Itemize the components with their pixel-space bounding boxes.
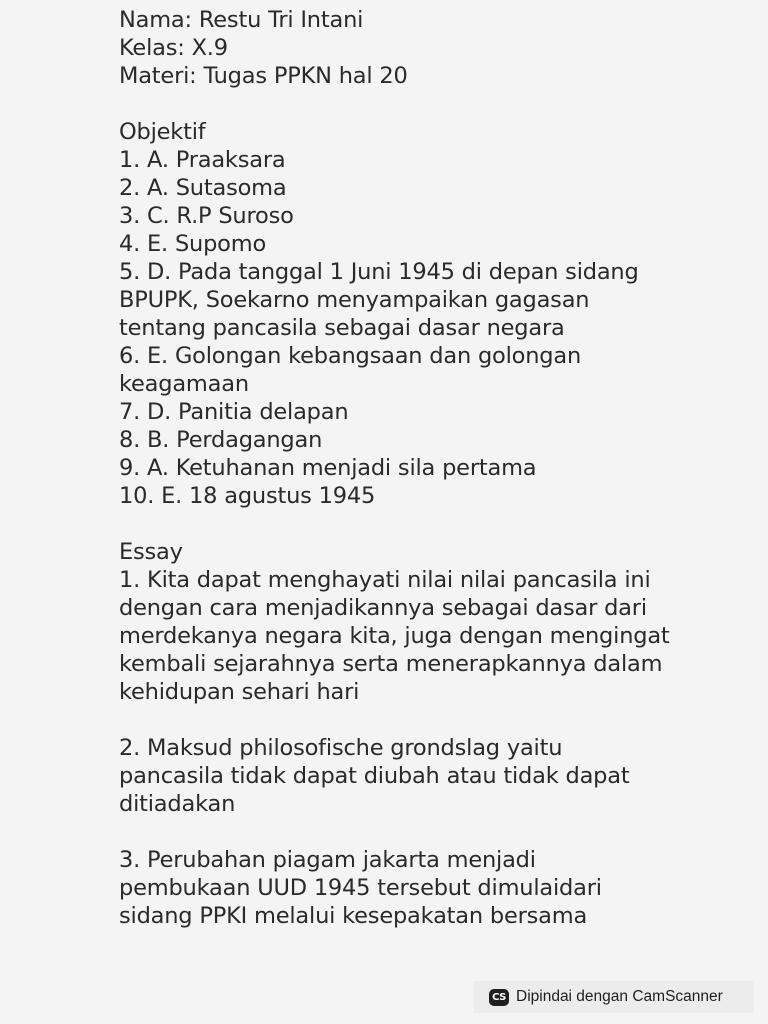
essay-answer-3 [119,846,719,930]
student-class: Kelas: X.9 [119,35,228,61]
essay-heading: Essay [119,539,183,565]
objektif-line: 3. C. R.P Suroso [119,203,294,229]
objektif-line: 9. A. Ketuhanan menjadi sila pertama [119,455,537,481]
essay-line: sidang PPKI melalui kesepakatan bersama [119,903,588,929]
objektif-line: 8. B. Perdagangan [119,427,323,453]
objektif-heading: Objektif [119,119,206,145]
camscanner-logo-icon: CS [489,989,509,1006]
assignment-subject: Materi: Tugas PPKN hal 20 [119,63,408,89]
essay-line: pembukaan UUD 1945 tersebut dimulaidari [119,875,602,901]
essay-line: merdekanya negara kita, juga dengan mengingat [119,623,670,649]
essay-line: pancasila tidak dapat diubah atau tidak dapat [119,763,630,789]
objektif-line: 1. A. Praaksara [119,147,286,173]
essay-answer-1 [119,566,719,706]
student-name: Nama: Restu Tri Intani [119,7,364,33]
objektif-line: 6. E. Golongan kebangsaan dan golongan [119,343,582,369]
camscanner-watermark [474,981,754,1013]
watermark-text: Dipindai dengan CamScanner [516,988,723,1005]
objektif-line: 5. D. Pada tanggal 1 Juni 1945 di depan sidang [119,259,639,285]
essay-line: ditiadakan [119,791,236,817]
essay-line: 2. Maksud philosofische grondslag yaitu [119,735,563,761]
objektif-answers [119,146,719,510]
objektif-line: tentang pancasila sebagai dasar negara [119,315,565,341]
essay-line: 3. Perubahan piagam jakarta menjadi [119,847,536,873]
essay-line: 1. Kita dapat menghayati nilai nilai pancasila ini [119,567,651,593]
objektif-line: keagamaan [119,371,249,397]
essay-line: dengan cara menjadikannya sebagai dasar dari [119,595,647,621]
essay-line: kehidupan sehari hari [119,679,360,705]
essay-line: kembali sejarahnya serta menerapkannya dalam [119,651,663,677]
objektif-line: BPUPK, Soekarno menyampaikan gagasan [119,287,590,313]
objektif-line: 4. E. Supomo [119,231,267,257]
objektif-line: 10. E. 18 agustus 1945 [119,483,376,509]
essay-answer-2 [119,734,719,818]
objektif-line: 2. A. Sutasoma [119,175,287,201]
objektif-line: 7. D. Panitia delapan [119,399,349,425]
document-text [119,6,719,930]
